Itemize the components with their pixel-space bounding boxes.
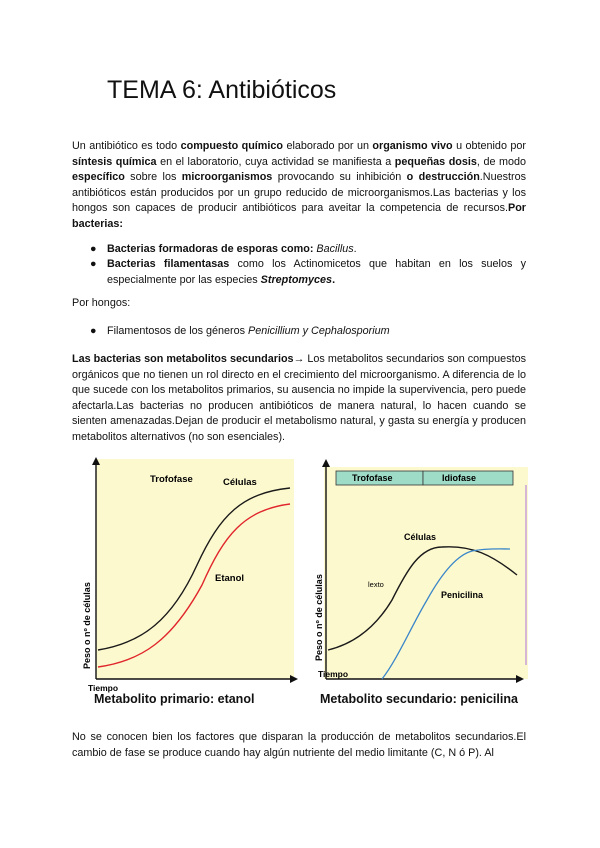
list-item: ● Bacterias filamentasas como los Actinomicetos que habitan en los suelos y especialmente por las especies Streptomyces. xyxy=(90,258,526,286)
label-trofofase: Trofofase xyxy=(352,473,393,483)
bullet-icon: ● xyxy=(90,243,97,255)
caption-secondary: Metabolito secundario: penicilina xyxy=(320,692,518,706)
hongos-label: Por hongos: xyxy=(72,297,131,309)
page-title: TEMA 6: Antibióticos xyxy=(107,76,337,104)
label-trofofase: Trofofase xyxy=(150,474,193,485)
label-idiofase: Idiofase xyxy=(442,473,477,483)
plot-background xyxy=(324,467,528,679)
label-celulas: Células xyxy=(404,532,437,542)
caption-primary: Metabolito primario: etanol xyxy=(94,692,255,706)
y-axis-label: Peso o nº de células xyxy=(314,574,324,661)
y-axis-arrow xyxy=(322,459,330,467)
intro-paragraph: Un antibiótico es todo compuesto químico elaborado por un organismo vivo u obtenido por síntesis química en el laboratorio, cuya actividad se manifiesta a pequeñas dosis, de modo específico sobre los microorganismos provocando su inhibición o destrucción.Nuestros antibióticos están producidos por un grupo reducido de microorganismos.Las bacterias y los hongos son capaces de producir antibióticos para aveitar la competencia de recursos.Por bacterias: xyxy=(72,140,526,230)
list-item: ● Filamentosos de los géneros Penicillium y Cephalosporium xyxy=(90,324,526,340)
label-etanol: Etanol xyxy=(215,573,245,584)
bullet-icon: ● xyxy=(90,258,97,270)
footer-paragraph: No se conocen bien los factores que disparan la producción de metabolitos secundarios.El cambio de fase se produce cuando hay algún nutriente del medio limitante (C, N ó P). Al xyxy=(72,731,526,759)
figure-secondary-metabolite xyxy=(312,455,530,715)
label-penicilina: Penicilina xyxy=(441,590,484,600)
bullet-icon: ● xyxy=(90,325,97,337)
label-lexto: lexto xyxy=(368,580,384,589)
secundarios-paragraph: Las bacterias son metabolitos secundarios→ Los metabolitos secundarios son compuestos orgánicos que no tienen un rol directo en el crecimiento del microorganismo. A diferencia de lo que sucede con los metabolitos primarios, su ausencia no impide la supervivencia, pero puede afectarla.Las bacterias no producen antibióticos de manera natural, lo hacen cuando se sienten amenazadas.Dejan de producir el metabolismo natural, y gasta su energía y producen metabolitos alternativos (no son esenciales). xyxy=(72,353,526,443)
label-celulas: Células xyxy=(223,477,257,488)
y-axis-label: Peso o nº de células xyxy=(82,582,92,669)
figure-primary-metabolite xyxy=(72,455,304,715)
x-axis-label: Tiempo xyxy=(318,669,349,679)
x-axis-label: Tiempo xyxy=(88,683,119,693)
list-item: ● Bacterias formadoras de esporas como: Bacillus. xyxy=(90,242,526,258)
